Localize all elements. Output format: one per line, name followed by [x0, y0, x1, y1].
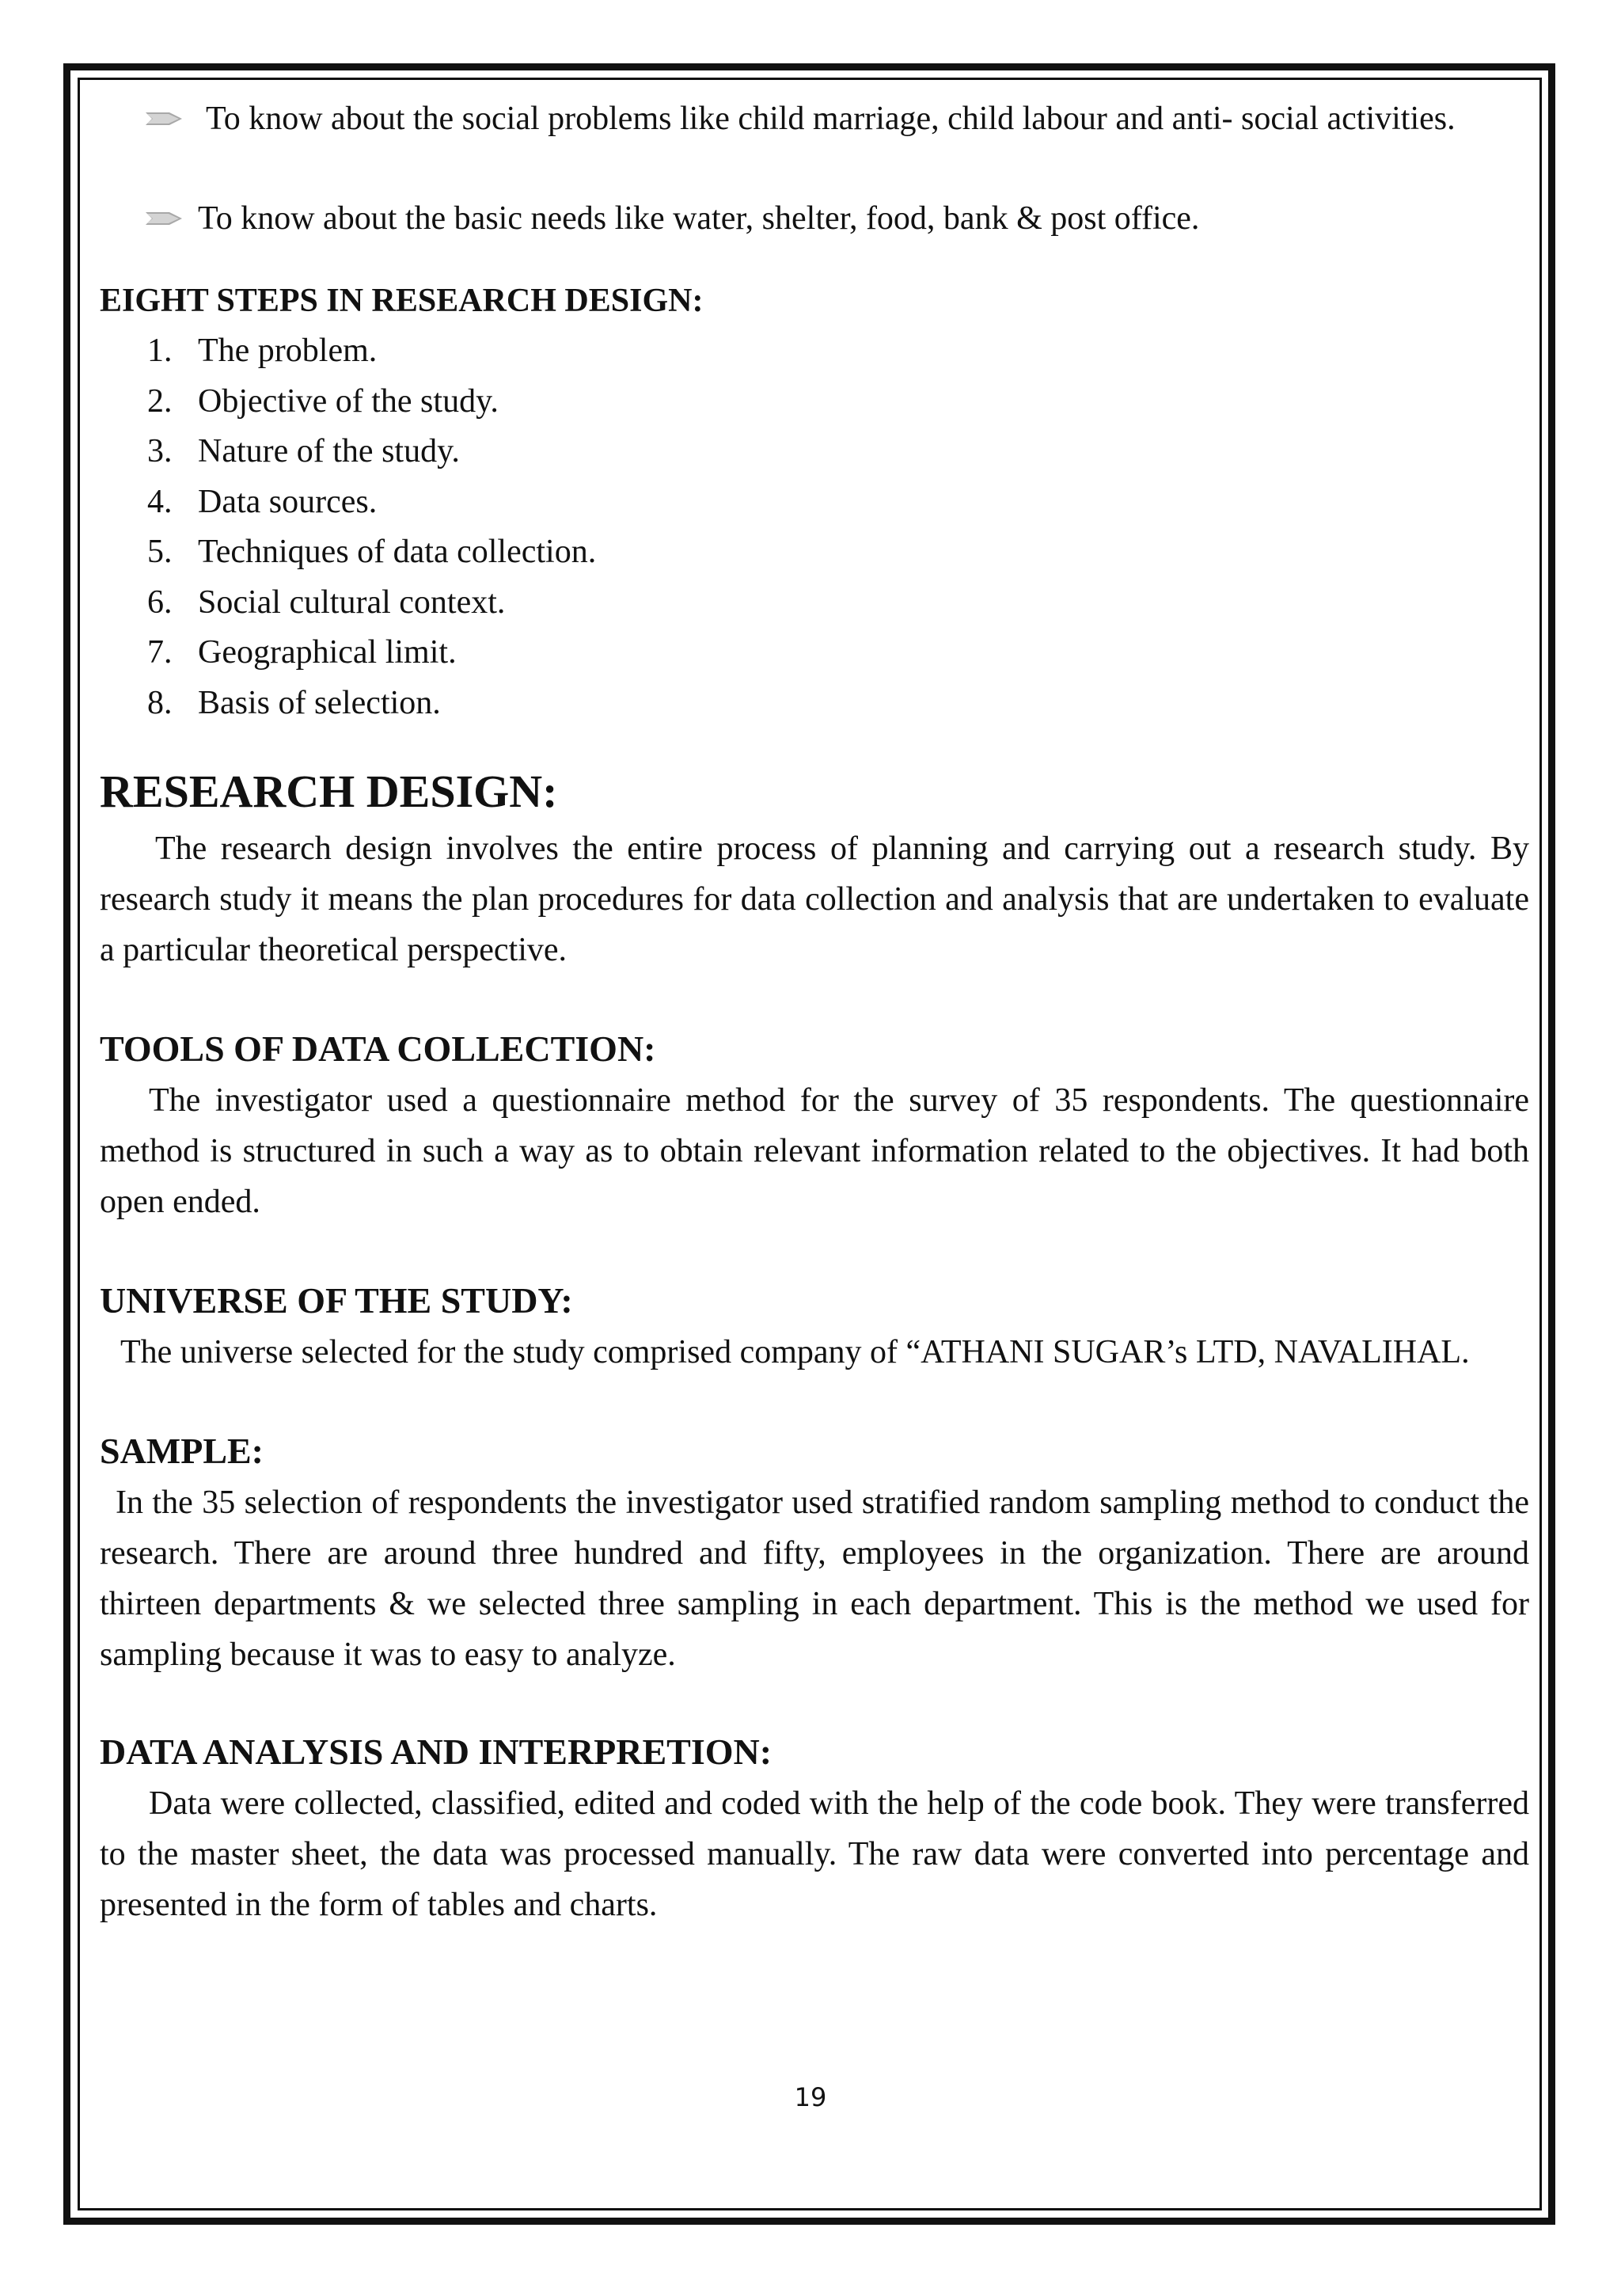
list-item-text: Objective of the study. — [198, 382, 499, 420]
research-design-paragraph: The research design involves the entire process of planning and carrying out a research study. By research study it means the plan procedures for data collection and analysis that are undertaken to evaluate a particular theoretical perspective. — [100, 831, 1529, 968]
analysis-heading: DATA ANALYSIS AND INTERPRETION: — [100, 1732, 773, 1772]
list-item — [100, 578, 1529, 629]
bullet-text: To know about the basic needs like water, shelter, food, bank & post office. — [198, 200, 1200, 237]
steps-list — [100, 326, 1529, 728]
list-item-text: Nature of the study. — [198, 433, 460, 469]
bullet-item — [100, 193, 1529, 244]
universe-heading: UNIVERSE OF THE STUDY: — [100, 1280, 573, 1321]
tools-paragraph: The investigator used a questionnaire method for the survey of 35 respondents. The questionnaire method is structured in such a way as to obtain relevant information related to the objectives. It had both open ended. — [100, 1082, 1529, 1220]
universe-paragraph: The universe selected for the study comprised company of “ATHANI SUGAR’s LTD, NAVALIHAL. — [120, 1334, 1470, 1370]
list-item — [100, 377, 1529, 428]
sample-paragraph: In the 35 selection of respondents the investigator used stratified random sampling method to conduct the research. There are around three hundred and fifty, employees in the organization. There are around thirteen departments & we selected three sampling in each department. This is the method we used for sampling because it was to easy to analyze. — [100, 1484, 1529, 1673]
list-item — [100, 477, 1529, 528]
list-item — [100, 679, 1529, 729]
list-item-number: 3. — [147, 433, 173, 469]
steps-heading: EIGHT STEPS IN RESEARCH DESIGN: — [100, 283, 704, 319]
list-item-number: 6. — [147, 584, 173, 621]
list-item — [100, 527, 1529, 578]
list-item-text: Social cultural context. — [198, 584, 506, 621]
page-content — [100, 93, 1529, 1930]
list-item-number: 1. — [147, 333, 173, 369]
list-item-number: 4. — [147, 483, 173, 520]
arrow-bullet-icon — [146, 109, 184, 128]
list-item-text: Basis of selection. — [198, 684, 441, 721]
analysis-paragraph: Data were collected, classified, edited and coded with the help of the code book. They were transferred to the master sheet, the data was processed manually. The raw data were converted into percentage and presented in the form of tables and charts. — [100, 1785, 1529, 1923]
arrow-bullet-icon — [146, 209, 184, 228]
list-item-text: Data sources. — [198, 483, 378, 520]
list-item-number: 8. — [147, 684, 173, 721]
list-item-text: Geographical limit. — [198, 634, 457, 671]
sample-heading: SAMPLE: — [100, 1431, 264, 1471]
list-item — [100, 427, 1529, 477]
tools-heading: TOOLS OF DATA COLLECTION: — [100, 1028, 656, 1069]
page-number: 19 — [794, 2082, 827, 2112]
research-design-heading: RESEARCH DESIGN: — [100, 766, 558, 817]
list-item-number: 7. — [147, 634, 173, 671]
list-item — [100, 628, 1529, 679]
list-item — [100, 326, 1529, 377]
bullet-item — [100, 93, 1529, 144]
list-item-text: The problem. — [198, 333, 378, 369]
list-item-number: 2. — [147, 382, 173, 420]
list-item-number: 5. — [147, 534, 173, 570]
list-item-text: Techniques of data collection. — [198, 534, 597, 570]
bullet-text: To know about the social problems like child marriage, child labour and anti- social activities. — [206, 101, 1456, 137]
